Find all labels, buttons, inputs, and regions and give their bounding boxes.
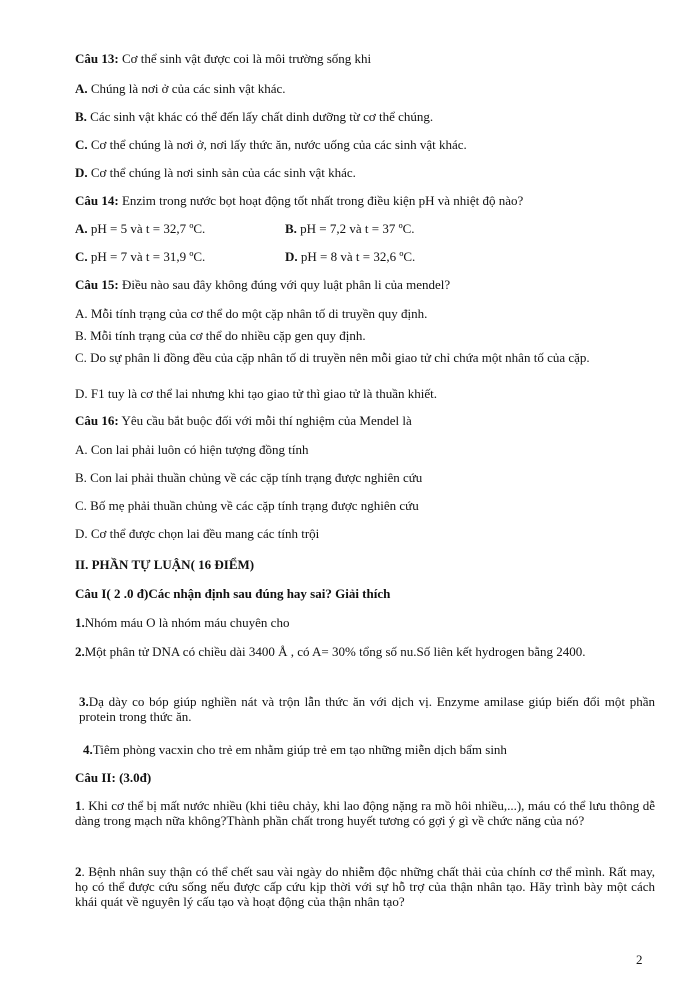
option-text: Các sinh vật khác có thể đến lấy chất dinh dưỡng từ cơ thể chúng. bbox=[86, 109, 434, 124]
item-text: Một phân tử DNA có chiều dài 3400 Å , có A= 30% tổng số nu.Số liên kết hydrogen bằng 2400. bbox=[84, 644, 586, 659]
option-letter: C. bbox=[75, 137, 88, 152]
page-number: 2 bbox=[636, 952, 643, 967]
q14-options-row-1 bbox=[75, 221, 655, 236]
question-text: Enzim trong nước bọt hoạt động tốt nhất trong điều kiện pH và nhiệt độ nào? bbox=[118, 193, 524, 208]
option-letter: D. bbox=[285, 249, 298, 264]
cau-1-item-3 bbox=[75, 694, 655, 724]
item-number: 1 bbox=[75, 798, 82, 813]
question-label: Câu 16: bbox=[75, 413, 119, 428]
item-text: Nhóm máu O là nhóm máu chuyên cho bbox=[84, 615, 290, 630]
q13-option-b bbox=[75, 109, 655, 124]
option-letter: A. bbox=[75, 81, 88, 96]
item-text: Dạ dày co bóp giúp nghiền nát và trộn lẫn thức ăn với dịch vị. Enzyme amilase giúp biến đổi một phần protein trong thức ăn. bbox=[79, 694, 655, 724]
cau-1-item-4 bbox=[75, 742, 663, 757]
q13-option-a bbox=[75, 81, 655, 96]
question-15 bbox=[75, 277, 655, 292]
item-text: Tiêm phòng vacxin cho trẻ em nhằm giúp trẻ em tạo những miễn dịch bẩm sinh bbox=[92, 742, 507, 757]
q16-option-d: D. Cơ thể được chọn lai đều mang các tính trội bbox=[75, 526, 320, 541]
q14-option-d bbox=[285, 249, 415, 264]
q15-option-c: C. Do sự phân li đồng đều của cặp nhân tố di truyền nên mỗi giao tử chỉ chứa một nhân tố của cặp. bbox=[75, 350, 590, 365]
option-letter: D. bbox=[75, 165, 88, 180]
item-number: 3. bbox=[79, 694, 89, 709]
question-label: Câu 14: bbox=[75, 193, 119, 208]
option-text: Chúng là nơi ở của các sinh vật khác. bbox=[87, 81, 286, 96]
question-label: Câu 15: bbox=[75, 277, 119, 292]
item-number: 1. bbox=[75, 615, 85, 630]
option-text: pH = 5 và t = 32,7 ºC. bbox=[87, 221, 206, 236]
cau-2-item-1 bbox=[75, 798, 655, 828]
q14-options-row-2 bbox=[75, 249, 655, 264]
q15-option-d: D. F1 tuy là cơ thể lai nhưng khi tạo giao tử thì giao tử là thuần khiết. bbox=[75, 386, 437, 401]
option-text: Cơ thể chúng là nơi sinh sản của các sinh vật khác. bbox=[87, 165, 356, 180]
cau-1-item-2 bbox=[75, 644, 655, 659]
question-14 bbox=[75, 193, 655, 208]
option-text: pH = 8 và t = 32,6 ºC. bbox=[297, 249, 416, 264]
section-2-heading: II. PHẦN TỰ LUẬN( 16 ĐIỂM) bbox=[75, 557, 255, 572]
q13-option-d bbox=[75, 165, 655, 180]
q14-option-c bbox=[75, 249, 205, 264]
question-text: Điều nào sau đây không đúng với quy luật phân li của mendel? bbox=[118, 277, 451, 292]
q16-option-c: C. Bố mẹ phải thuần chủng về các cặp tính trạng được nghiên cứu bbox=[75, 498, 419, 513]
cau-2-heading: Câu II: (3.0đ) bbox=[75, 770, 152, 785]
question-text: Yêu cầu bắt buộc đối với mỗi thí nghiệm của Mendel là bbox=[118, 413, 412, 428]
question-13 bbox=[75, 51, 655, 66]
option-text: Cơ thể chúng là nơi ở, nơi lấy thức ăn, nước uống của các sinh vật khác. bbox=[87, 137, 467, 152]
question-label: Câu 13: bbox=[75, 51, 119, 66]
option-letter: B. bbox=[75, 109, 87, 124]
question-16 bbox=[75, 413, 655, 428]
item-number: 2. bbox=[75, 644, 85, 659]
question-text: Cơ thể sinh vật được coi là môi trường sống khi bbox=[118, 51, 372, 66]
cau-1-item-1 bbox=[75, 615, 655, 630]
option-letter: B. bbox=[285, 221, 297, 236]
cau-2-item-2 bbox=[75, 864, 655, 909]
option-letter: A. bbox=[75, 221, 88, 236]
q14-option-a bbox=[75, 221, 205, 236]
item-number: 4. bbox=[83, 742, 93, 757]
item-text: . Bệnh nhân suy thận có thể chết sau vài ngày do nhiễm độc những chất thải của chính cơ thể mình. Rất may, họ có thể được cứu sống nếu được cấp cứu kịp thời với sự hỗ trợ của thận nhân tạo. Hãy trình bày một cách khái quát về nguyên lý cấu tạo và hoạt động của thận nhân tạo? bbox=[75, 864, 655, 909]
item-number: 2 bbox=[75, 864, 82, 879]
cau-1-heading: Câu I( 2 .0 đ)Các nhận định sau đúng hay sai? Giải thích bbox=[75, 586, 391, 601]
option-letter: C. bbox=[75, 249, 88, 264]
q15-option-b: B. Mỗi tính trạng của cơ thể do nhiều cặp gen quy định. bbox=[75, 328, 366, 343]
q16-option-b: B. Con lai phải thuần chủng về các cặp tính trạng được nghiên cứu bbox=[75, 470, 423, 485]
option-text: pH = 7,2 và t = 37 ºC. bbox=[296, 221, 415, 236]
q16-option-a: A. Con lai phải luôn có hiện tượng đồng tính bbox=[75, 442, 309, 457]
q15-option-a: A. Mỗi tính trạng của cơ thể do một cặp nhân tố di truyền quy định. bbox=[75, 306, 428, 321]
option-text: pH = 7 và t = 31,9 ºC. bbox=[87, 249, 206, 264]
item-text: . Khi cơ thể bị mất nước nhiều (khi tiêu chảy, khi lao động nặng ra mồ hôi nhiều,...), máu có thể lưu thông dễ dàng trong mạch nữa không?Thành phần chất trong huyết tương có gợi ý gì về chức năng của nó? bbox=[75, 798, 655, 828]
q13-option-c bbox=[75, 137, 655, 152]
q14-option-b bbox=[285, 221, 415, 236]
